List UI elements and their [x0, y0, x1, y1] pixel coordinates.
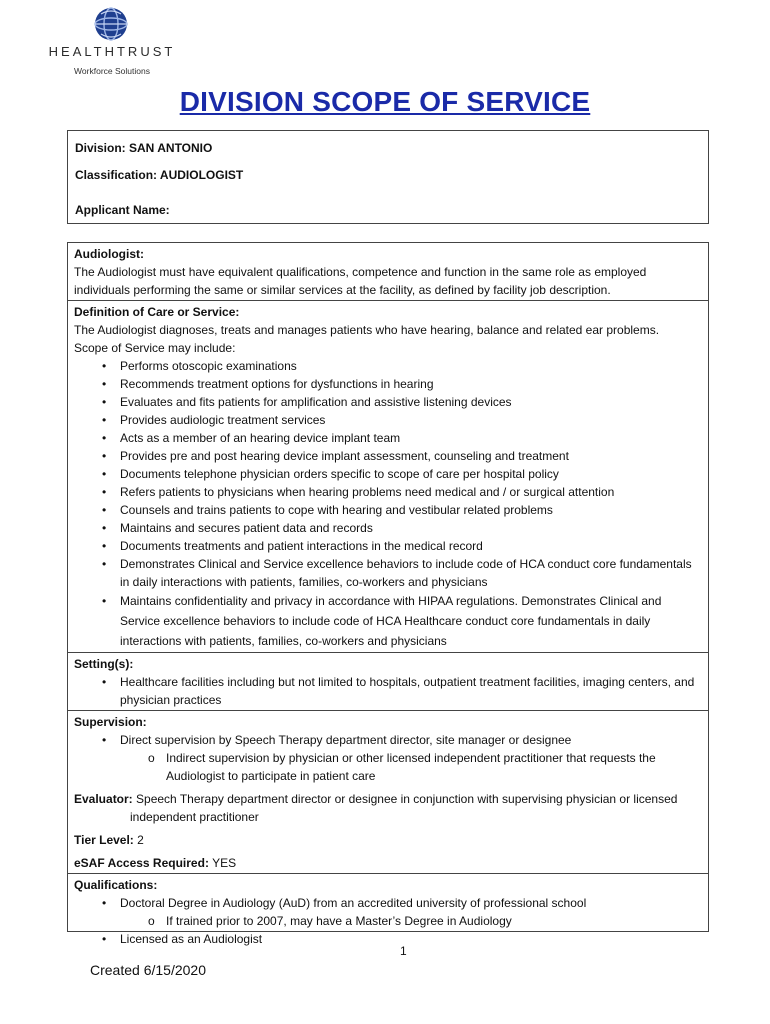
list-item: • Counsels and trains patients to cope with hearing and vestibular related problems — [74, 501, 702, 519]
list-item: • Doctoral Degree in Audiology (AuD) from an accredited university of professional school — [74, 894, 702, 912]
list-item: • Licensed as an Audiologist — [74, 930, 702, 948]
page-number: 1 — [400, 944, 407, 958]
healthtrust-logo — [42, 6, 182, 76]
section-heading: Definition of Care or Service: — [74, 305, 240, 319]
esaf-label: eSAF Access Required: — [74, 856, 209, 870]
division-field: Division: SAN ANTONIO — [75, 141, 213, 155]
section-heading: Setting(s): — [74, 657, 134, 671]
sub-list-item: o Indirect supervision by physician or other licensed independent practitioner that requests the Audiologist to participate in patient care — [74, 749, 702, 785]
section-text: The Audiologist must have equivalent qualifications, competence and function in the same role as employed individuals performing the same or similar services at the facility, as defined by facility job description. — [74, 265, 647, 297]
section-text: The Audiologist diagnoses, treats and manages patients who have hearing, balance and related ear problems. — [74, 323, 660, 337]
definition-section — [68, 301, 708, 653]
esaf-row — [74, 854, 702, 872]
tier-level-value: 2 — [137, 833, 144, 847]
section-heading: Supervision: — [74, 715, 147, 729]
created-date: Created 6/15/2020 — [90, 962, 206, 978]
list-item: • Maintains and secures patient data and records — [74, 519, 702, 537]
list-item: • Direct supervision by Speech Therapy department director, site manager or designee — [74, 731, 702, 749]
supervision-list — [74, 731, 702, 785]
list-item: • Evaluates and fits patients for amplification and assistive listening devices — [74, 393, 702, 411]
list-item: • Demonstrates Clinical and Service excellence behaviors to include code of HCA conduct core fundamentals in daily interactions with patients, families, co-workers and physicians — [74, 555, 702, 591]
section-heading: Audiologist: — [74, 247, 144, 261]
scope-table — [67, 242, 709, 946]
esaf-value: YES — [212, 856, 237, 870]
list-item: • Documents telephone physician orders specific to scope of care per hospital policy — [74, 465, 702, 483]
section-heading: Qualifications: — [74, 878, 158, 892]
evaluator-value: Speech Therapy department director or designee in conjunction with supervising physician or licensed independent practitioner — [130, 792, 678, 824]
supervision-section — [68, 711, 708, 874]
list-item: • Provides audiologic treatment services — [74, 411, 702, 429]
audiologist-section — [68, 243, 708, 301]
page-title: DIVISION SCOPE OF SERVICE — [179, 86, 591, 117]
classification-field: Classification: AUDIOLOGIST — [75, 168, 244, 182]
logo-subtitle: Workforce Solutions — [74, 66, 150, 76]
list-item: • Acts as a member of an hearing device implant team — [74, 429, 702, 447]
logo-wordmark: HEALTHTRUST — [48, 44, 176, 59]
list-item: • Recommends treatment options for dysfunctions in hearing — [74, 375, 702, 393]
list-item: • Provides pre and post hearing device implant assessment, counseling and treatment — [74, 447, 702, 465]
settings-section — [68, 653, 708, 711]
scope-list — [74, 357, 702, 651]
globe-icon — [92, 6, 130, 42]
settings-list — [74, 673, 702, 709]
qualifications-list — [74, 894, 702, 948]
applicant-name-field: Applicant Name: — [75, 203, 170, 217]
info-box — [67, 130, 709, 224]
list-item: • Documents treatments and patient interactions in the medical record — [74, 537, 702, 555]
sub-list-item: o If trained prior to 2007, may have a Master’s Degree in Audiology — [74, 912, 702, 930]
list-item: • Performs otoscopic examinations — [74, 357, 702, 375]
list-item: • Healthcare facilities including but not limited to hospitals, outpatient treatment facilities, imaging centers, and physician practices — [74, 673, 702, 709]
evaluator-label: Evaluator: — [74, 792, 133, 806]
scope-intro: Scope of Service may include: — [74, 341, 236, 355]
tier-level-row — [74, 831, 702, 849]
tier-level-label: Tier Level: — [74, 833, 134, 847]
list-item: • Refers patients to physicians when hearing problems need medical and / or surgical attention — [74, 483, 702, 501]
qualifications-section — [68, 874, 708, 949]
list-item: • Maintains confidentiality and privacy in accordance with HIPAA regulations. Demonstrates Clinical and Service excellence behaviors to include code of HCA Healthcare conduct core fundamentals in daily interactions with patients, families, co-workers and physicians — [74, 591, 702, 651]
evaluator-row — [74, 790, 702, 826]
